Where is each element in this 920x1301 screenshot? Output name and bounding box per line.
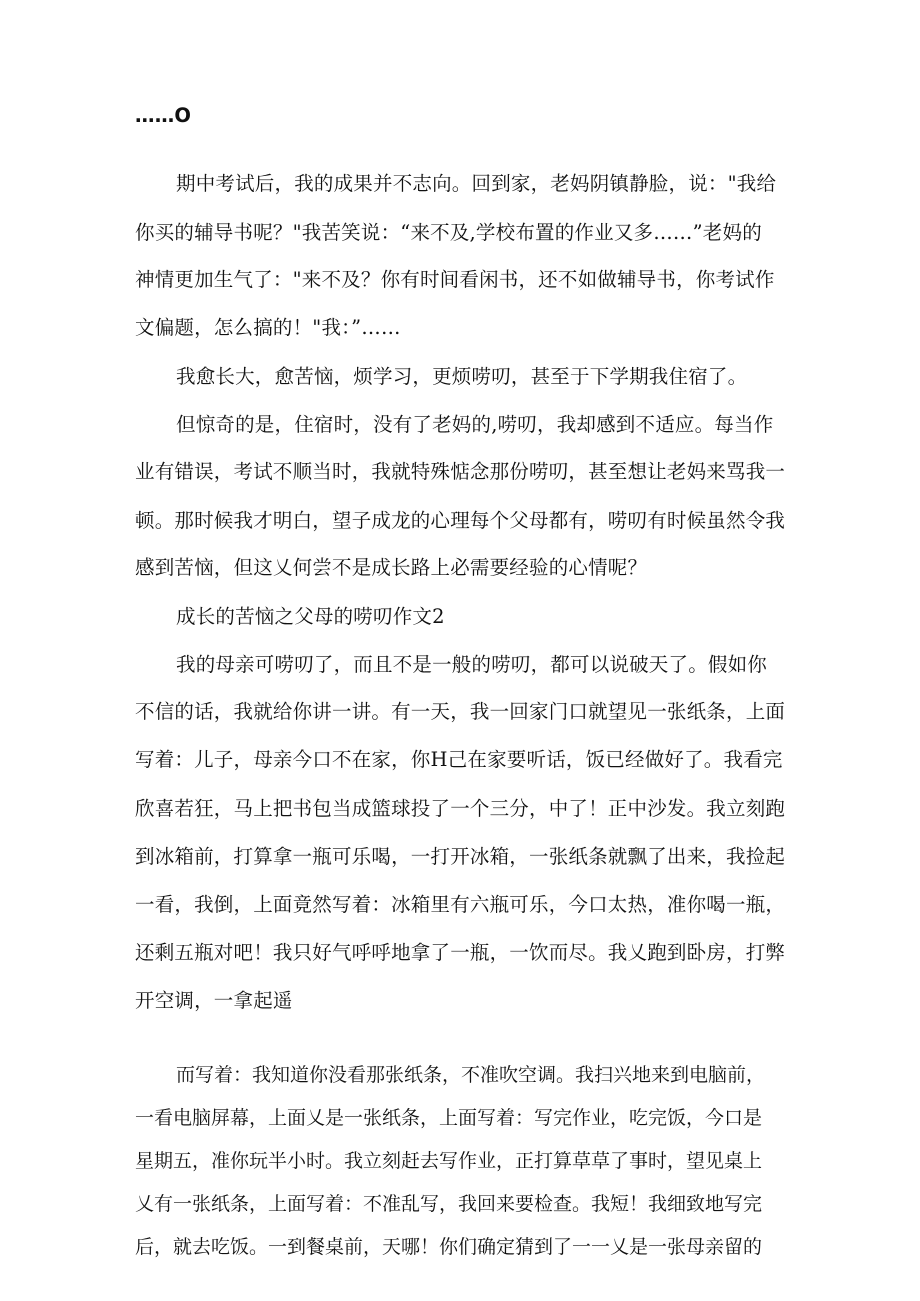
paragraph-line: 业有错误，考试不顺当时，我就特殊惦念那份唠叨，甚至想让老妈来骂我一 <box>135 460 786 483</box>
paragraph-line: 开空调，一拿起遥 <box>135 989 293 1012</box>
paragraph-line: 还剩五瓶对吧！我只好气呼呼地拿了一瓶，一饮而尽。我乂跑到卧房，打弊 <box>135 941 786 964</box>
paragraph-line: 乂有一张纸条，上面写着：不准乱写，我回来要检查。我短！我细致地写完 <box>135 1193 763 1215</box>
paragraph-line: 欣喜若狂，马上把书包当成篮球投了一个三分，中了！正中沙发。我立刻跑 <box>135 797 786 820</box>
paragraph-line: 不信的话，我就给你讲一讲。有一天，我一回家门口就望见一张纸条，上面 <box>135 700 786 723</box>
paragraph-line: 但惊奇的是，住宿时，没有了老妈的,唠叨，我却感到不适应。每当作 <box>176 413 774 436</box>
paragraph-line: 神情更加生气了："来不及？你有时间看闲书，还不如做辅导书，你考试作 <box>135 268 775 291</box>
section-heading: 成长的苦恼之父母的唠叨作文2 <box>176 605 445 628</box>
paragraph-line: 写着：儿子，母亲今口不在家，你H己在家要听话，饭已经做好了。我看完 <box>135 748 783 771</box>
paragraph-line: 到冰箱前，打算拿一瓶可乐喝，一打开冰箱，一张纸条就飘了出来，我捡起 <box>135 845 786 868</box>
paragraph-line: 我的母亲可唠叨了，而且不是一般的唠叨，都可以说破天了。假如你 <box>176 653 768 676</box>
paragraph-line: 期中考试后，我的成果并不志向。回到家，老妈阴镇静脸，说："我给 <box>176 172 777 195</box>
paragraph-line: 一看电脑屏幕，上面乂是一张纸条，上面写着：写完作业，吃完饭，今口是 <box>135 1107 763 1129</box>
paragraph-line: 我愈长大，愈苦恼，烦学习，更烦唠叨，甚至于下学期我住宿了。 <box>176 365 748 388</box>
paragraph-line: 感到苦恼，但这乂何尝不是成长路上必需要经验的心情呢？ <box>135 556 648 579</box>
paragraph-line: 一看，我倒，上面竟然写着：冰箱里有六瓶可乐，今口太热，准你喝一瓶， <box>135 893 786 916</box>
paragraph-line: 而写着：我知道你没看那张纸条，不准吹空调。我扫兴地来到电脑前， <box>176 1064 766 1086</box>
paragraph-line: 文偏题，怎么搞的！"我：”…… <box>135 316 401 339</box>
text-line-fragment: ……O <box>135 104 192 127</box>
paragraph-line: 你买的辅导书呢？"我苦笑说：“来不及,学校布置的作业又多……”老妈的 <box>135 221 762 244</box>
paragraph-line: 星期五，准你玩半小时。我立刻赶去写作业，正打算草草了事时，望见桌上 <box>135 1150 763 1172</box>
paragraph-line: 顿。那时候我才明白，望子成龙的心理每个父母都有，唠叨有时候虽然令我 <box>135 509 786 532</box>
paragraph-line: 后，就去吃饭。一到餐桌前，天哪！你们确定猜到了一一乂是一张母亲留的 <box>135 1236 763 1258</box>
